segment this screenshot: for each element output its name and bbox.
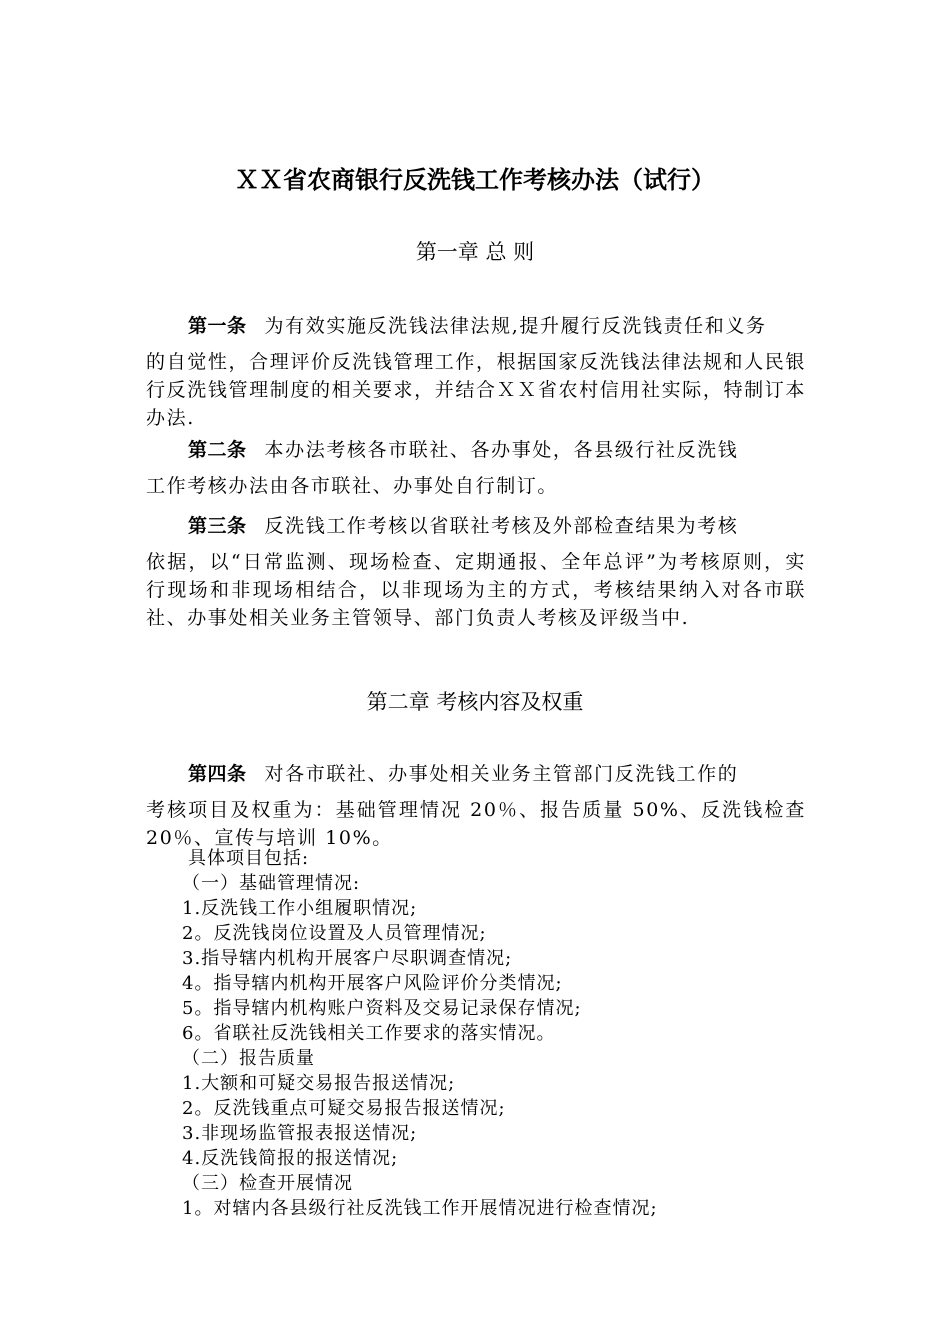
article-4 bbox=[146, 760, 806, 852]
article-2 bbox=[146, 436, 806, 500]
article-2-first-line bbox=[146, 436, 806, 464]
section-heading-1: （一）基础管理情况: bbox=[182, 873, 361, 894]
article-4-first-line bbox=[146, 760, 806, 788]
article-label: 第四条 bbox=[188, 763, 247, 785]
article-1-text-rest: 的自觉性，合理评价反洗钱管理工作，根据国家反洗钱法律法规和人民银行反洗钱管理制度的相关要求，并结合ＸＸ省农村信用社实际，特制订本办法. bbox=[146, 351, 806, 429]
list-item: 4。指导辖内机构开展客户风险评价分类情况; bbox=[182, 973, 563, 994]
section-heading-3: （三）检查开展情况 bbox=[182, 1173, 353, 1194]
list-item: 4.反洗钱简报的报送情况; bbox=[182, 1148, 399, 1169]
chapter-heading-2: 第二章 考核内容及权重 bbox=[366, 690, 584, 714]
list-item: 1.反洗钱工作小组履职情况; bbox=[182, 898, 418, 919]
list-item: 2。反洗钱重点可疑交易报告报送情况; bbox=[182, 1098, 506, 1119]
article-label: 第二条 bbox=[188, 439, 247, 461]
list-item: 3.非现场监管报表报送情况; bbox=[182, 1123, 418, 1144]
article-4-text-rest: 考核项目及权重为：基础管理情况 20％、报告质量 50%、反洗钱检查 20％、宣传与培训 10%。 bbox=[146, 799, 806, 849]
article-3-text-start: 反洗钱工作考核以省联社考核及外部检查结果为考核 bbox=[264, 515, 739, 537]
list-item: 6。省联社反洗钱相关工作要求的落实情况。 bbox=[182, 1023, 556, 1044]
article-label: 第一条 bbox=[188, 315, 247, 337]
article-label: 第三条 bbox=[188, 515, 247, 537]
section-heading-2: （二）报告质量 bbox=[182, 1048, 315, 1069]
article-1-text-start: 为有效实施反洗钱法律法规,提升履行反洗钱责任和义务 bbox=[264, 315, 767, 337]
list-item: 1。对辖内各县级行社反洗钱工作开展情况进行检查情况; bbox=[182, 1198, 658, 1219]
article-3 bbox=[146, 512, 806, 632]
article-2-text-rest: 工作考核办法由各市联社、办事处自行制订。 bbox=[146, 475, 559, 497]
chapter-heading-1: 第一章 总 则 bbox=[415, 240, 535, 264]
list-item: 1.大额和可疑交易报告报送情况; bbox=[182, 1073, 456, 1094]
article-1 bbox=[146, 312, 806, 432]
list-item: 2。反洗钱岗位设置及人员管理情况; bbox=[182, 923, 487, 944]
list-item: 3.指导辖内机构开展客户尽职调查情况; bbox=[182, 948, 513, 969]
article-1-first-line bbox=[146, 312, 806, 340]
article-3-text-rest: 依据，以“日常监测、现场检查、定期通报、全年总评”为考核原则，实行现场和非现场相结合，以非现场为主的方式，考核结果纳入对各市联社、办事处相关业务主管领导、部门负责人考核及评级当中. bbox=[146, 551, 806, 629]
article-4-text-start: 对各市联社、办事处相关业务主管部门反洗钱工作的 bbox=[264, 763, 739, 785]
document-title: ＸＸ省农商银行反洗钱工作考核办法（试行） bbox=[235, 166, 715, 194]
list-item: 5。指导辖内机构账户资料及交易记录保存情况; bbox=[182, 998, 582, 1019]
article-2-text-start: 本办法考核各市联社、各办事处，各县级行社反洗钱 bbox=[264, 439, 739, 461]
items-intro: 具体项目包括: bbox=[188, 848, 310, 869]
article-3-first-line bbox=[146, 512, 806, 540]
item-list bbox=[146, 846, 806, 1221]
